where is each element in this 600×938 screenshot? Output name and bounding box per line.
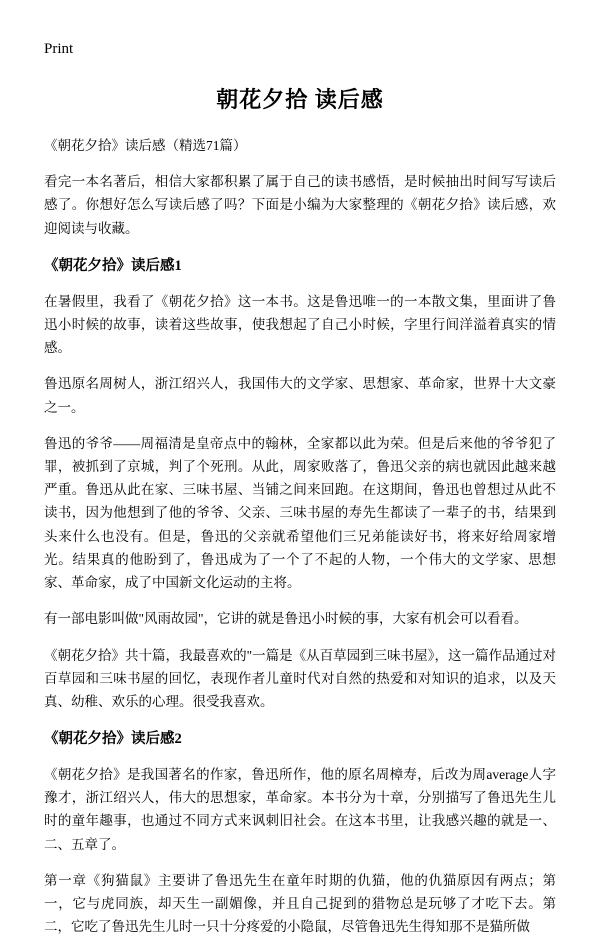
section-1-paragraph-5: 《朝花夕拾》共十篇，我最喜欢的"一篇是《从百草园到三味书屋》，这一篇作品通过对百草园和三味书屋的回忆，表现作者儿童时代对自然的热爱和对知识的追求，以及天真、幼稚、欢乐的心理。很受我喜欢。 xyxy=(44,647,556,709)
print-label[interactable]: Print xyxy=(44,41,74,57)
section-1-paragraph-4: 有一部电影叫做"风雨故园"，它讲的就是鲁迅小时候的事，大家有机会可以看看。 xyxy=(44,611,528,627)
document-subtitle: 《朝花夕拾》读后感（精选71篇） xyxy=(44,138,247,153)
section-heading-2: 《朝花夕拾》读后感2 xyxy=(44,731,182,748)
section-heading-1: 《朝花夕拾》读后感1 xyxy=(44,257,182,274)
page-title: 朝花夕拾 读后感 xyxy=(216,87,384,112)
intro-paragraph: 看完一本名著后，相信大家都积累了属于自己的读书感悟，是时候抽出时间写写读后感了。你想好怎么写读后感了吗？下面是小编为大家整理的《朝花夕拾》读后感，欢迎阅读与收藏。 xyxy=(44,174,556,236)
section-2-paragraph-1: 《朝花夕拾》是我国著名的作家，鲁迅所作，他的原名周樟寿，后改为周average人字豫才，浙江绍兴人，伟大的思想家，革命家。本书分为十章，分别描写了鲁迅先生儿时的童年趣事，也通过不同方式来讽刺旧社会。在这本书里，让我感兴趣的就是一、二、五章了。 xyxy=(44,766,556,852)
section-1-paragraph-3: 鲁迅的爷爷——周福清是皇帝点中的翰林，全家都以此为荣。但是后来他的爷爷犯了罪，被抓到了京城，判了个死刑。从此，周家败落了，鲁迅父亲的病也就因此越来越严重。鲁迅从此在家、三味书屋、当铺之间来回跑。在这期间，鲁迅也曾想过从此不读书，因为他想到了他的爷爷、父亲、三味书屋的寿先生都读了一辈子的书，结果到头来什么也没有。但是，鲁迅的父亲就希望他们三兄弟能读好书，将来好给周家增光。结果真的他盼到了，鲁迅成为了一个了不起的人物，一个伟大的文学家、思想家、革命家，成了中国新文化运动的主将。 xyxy=(44,435,556,591)
section-1-paragraph-2: 鲁迅原名周树人，浙江绍兴人，我国伟大的文学家、思想家、革命家，世界十大文豪之一。 xyxy=(44,376,556,415)
section-1-paragraph-1: 在暑假里，我看了《朝花夕拾》这一本书。这是鲁迅唯一的一本散文集，里面讲了鲁迅小时候的故事，读着这些故事，使我想起了自己小时候，字里行间洋溢着真实的情感。 xyxy=(44,293,556,356)
section-2-paragraph-2: 第一章《狗猫鼠》主要讲了鲁迅先生在童年时期的仇猫，他的仇猫原因有两点；第一，它与虎同族，却天生一副媚像，并且自己捉到的猎物总是玩够了才吃下去。第二，它吃了鲁迅先生儿时一只十分疼爱的小隐鼠，尽管鲁迅先生得知那不是猫所做 xyxy=(44,872,556,935)
